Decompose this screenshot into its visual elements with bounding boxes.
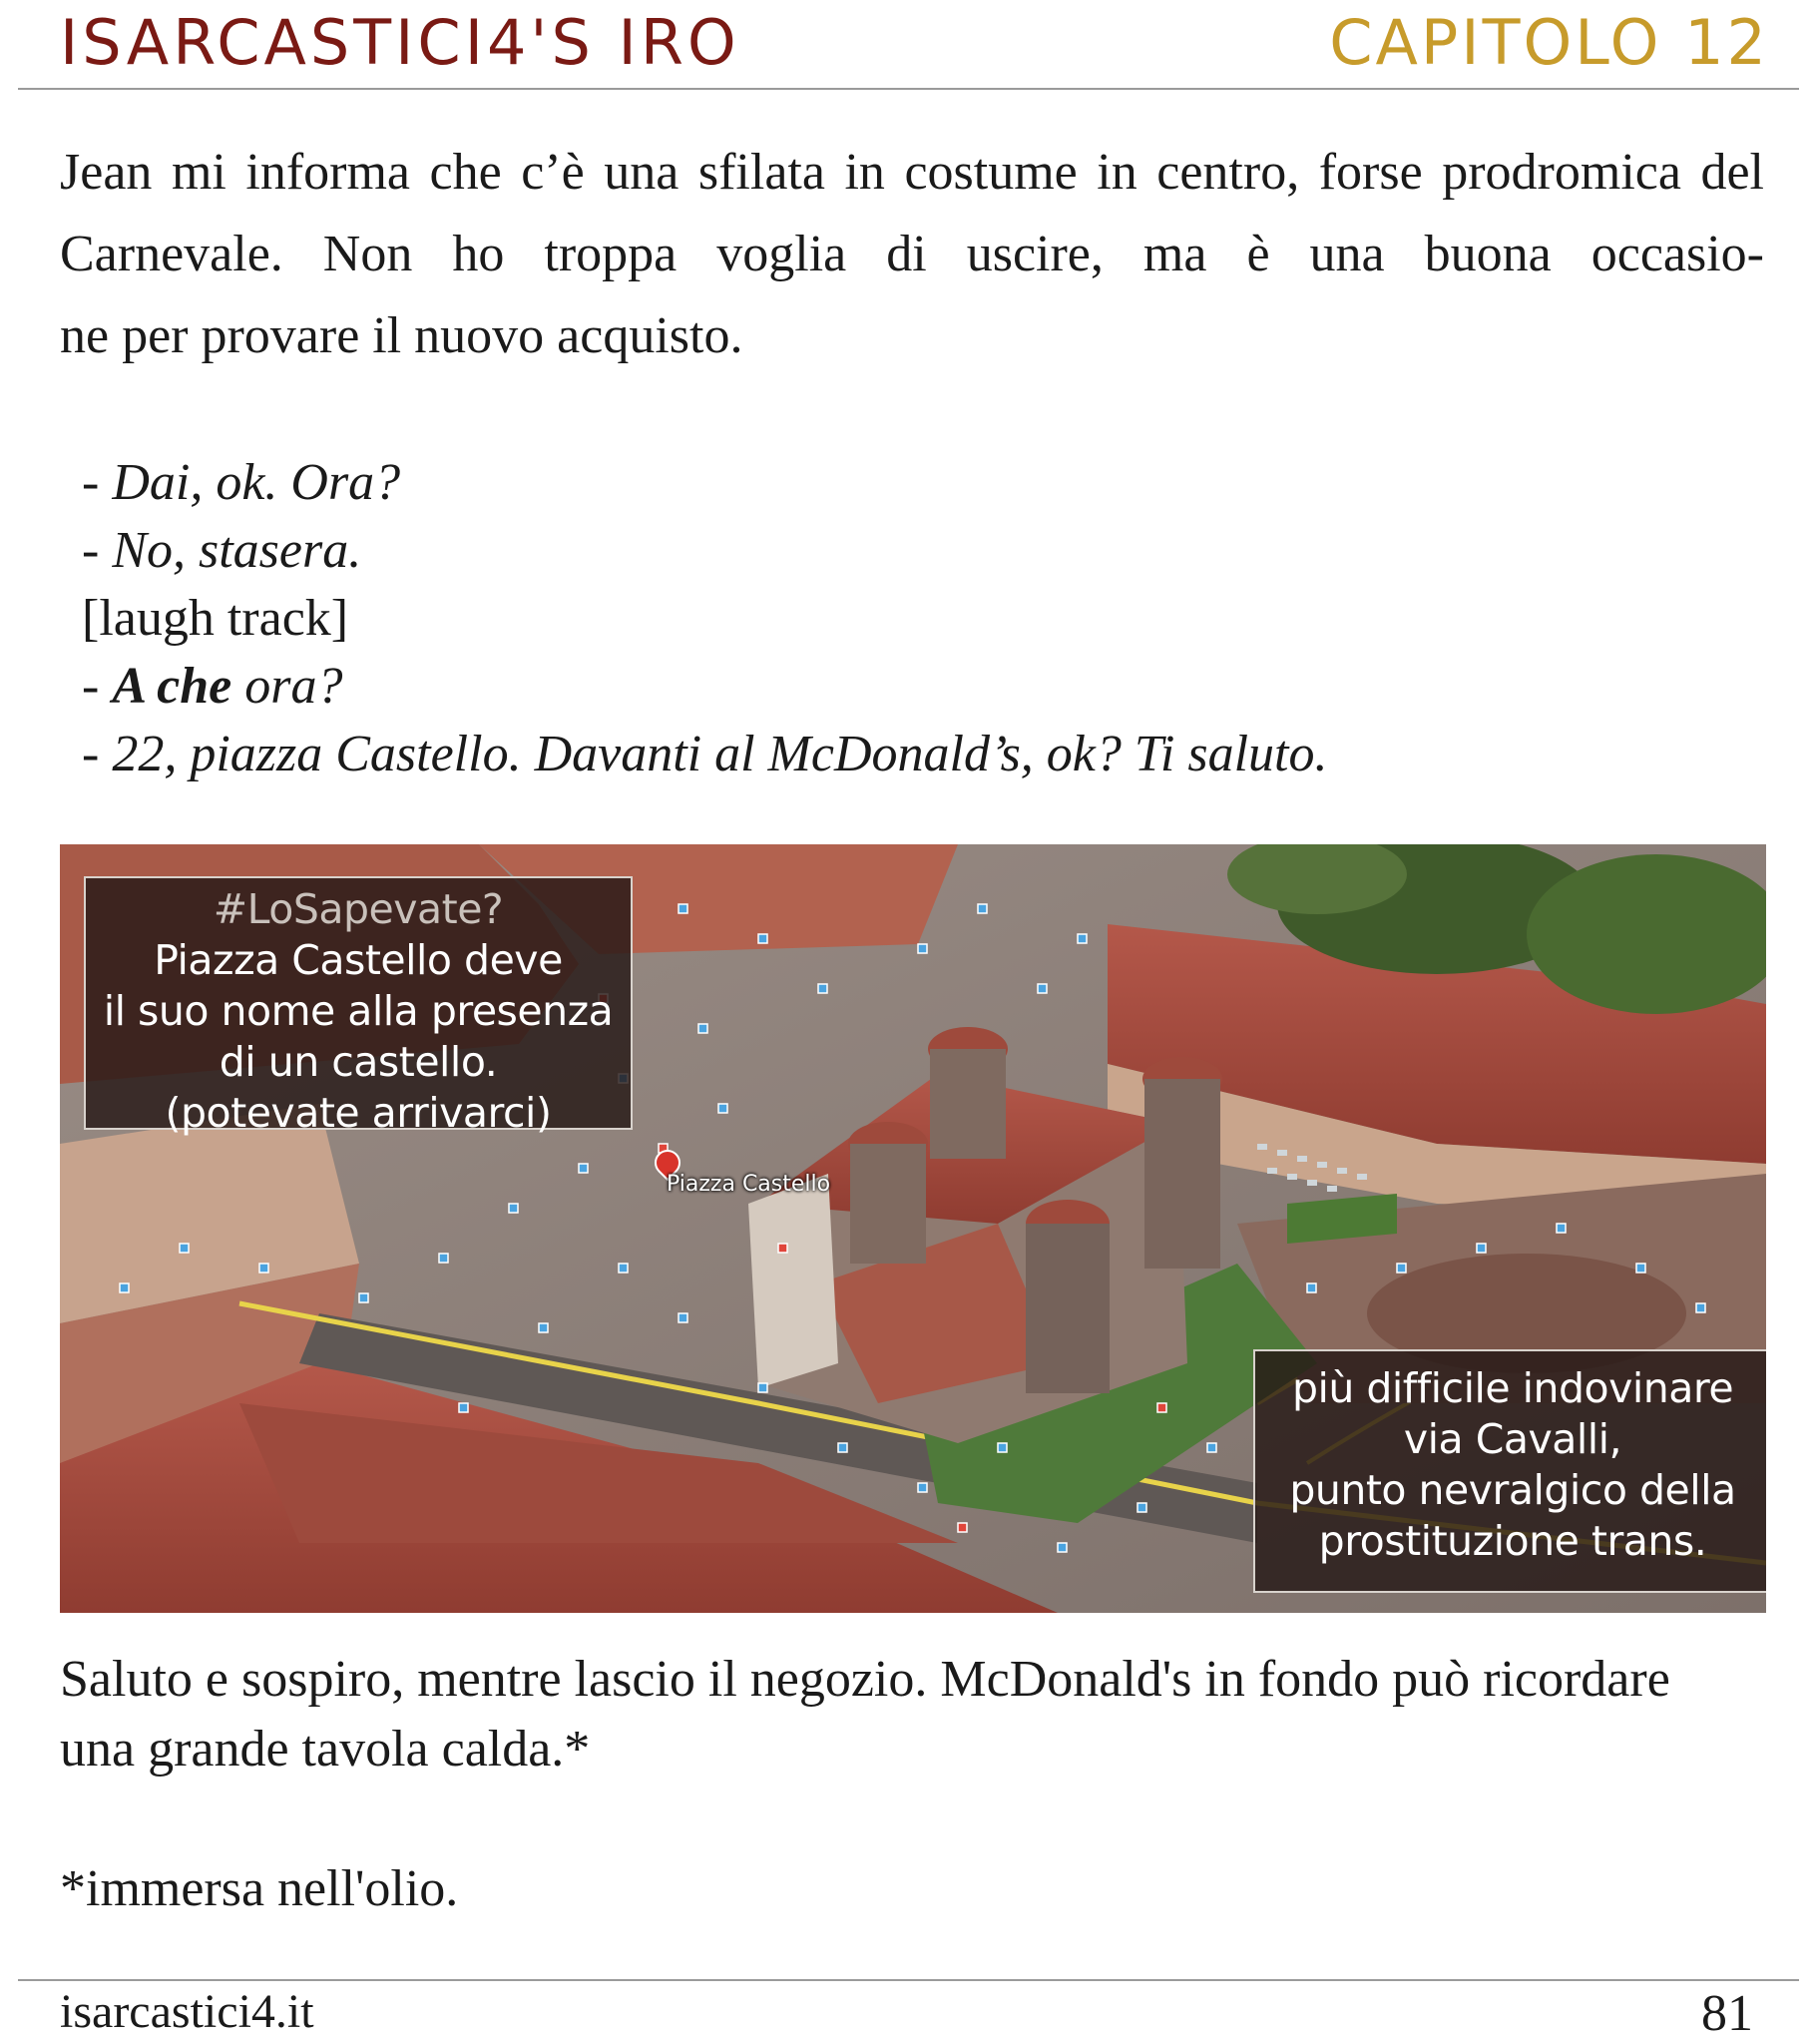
caption-line: via Cavalli,	[1403, 1415, 1622, 1463]
dialog-block	[82, 449, 1678, 788]
map-place-label: Piazza Castello	[667, 1172, 831, 1197]
outro-line: Saluto e sospiro, mentre lascio il negozio. McDonald's in fondo può ricordare	[60, 1651, 1670, 1708]
chapter-label: CAPITOLO 12	[1329, 6, 1769, 79]
caption-line: (potevate arrivarci)	[165, 1089, 552, 1137]
caption-line: il suo nome alla presenza	[103, 987, 614, 1035]
caption-line: punto nevralgico della	[1289, 1466, 1736, 1514]
outro-line: una grande tavola calda.*	[60, 1721, 591, 1778]
footer-site-url[interactable]: isarcastici4.it	[60, 1985, 314, 2038]
footnote-text: *immersa nell'olio.	[60, 1860, 459, 1917]
caption-line: di un castello.	[219, 1038, 498, 1086]
footer-rule	[18, 1979, 1799, 1981]
book-title: ISARCASTICI4'S IRO	[60, 6, 740, 79]
caption-line: Piazza Castello deve	[154, 936, 563, 984]
street-caption-box	[1253, 1349, 1766, 1593]
trivia-caption-box	[84, 876, 633, 1137]
dialog-line: - Dai, ok. Ora?	[82, 454, 401, 511]
dialog-line: - 22, piazza Castello. Davanti al McDonald’s, ok? Ti saluto.	[82, 726, 1328, 782]
caption-line: prostituzione trans.	[1318, 1517, 1707, 1565]
dialog-line	[82, 653, 1678, 721]
dialog-line: - No, stasera.	[82, 522, 362, 579]
dialog-rest: ora?	[231, 658, 343, 715]
footnote	[60, 1848, 1764, 1930]
page-number: 81	[1701, 1985, 1753, 2042]
header-rule	[18, 88, 1799, 90]
dialog-line: [laugh track]	[82, 590, 349, 647]
intro-line: Jean mi informa che c’è una sfilata in costume in centro, forse prodromica del	[60, 144, 1764, 201]
outro-paragraph	[60, 1645, 1764, 1785]
intro-line: ne per provare il nuovo acquisto.	[60, 307, 743, 364]
caption-line: più difficile indovinare	[1291, 1364, 1734, 1412]
aerial-photo	[60, 844, 1766, 1613]
dialog-emphasis: A che	[112, 658, 232, 715]
intro-paragraph	[60, 132, 1764, 377]
intro-line: Carnevale. Non ho troppa voglia di uscire, ma è una buona occasio-	[60, 226, 1764, 282]
dialog-dash: -	[82, 658, 113, 715]
caption-hashtag: #LoSapevate?	[213, 885, 504, 933]
